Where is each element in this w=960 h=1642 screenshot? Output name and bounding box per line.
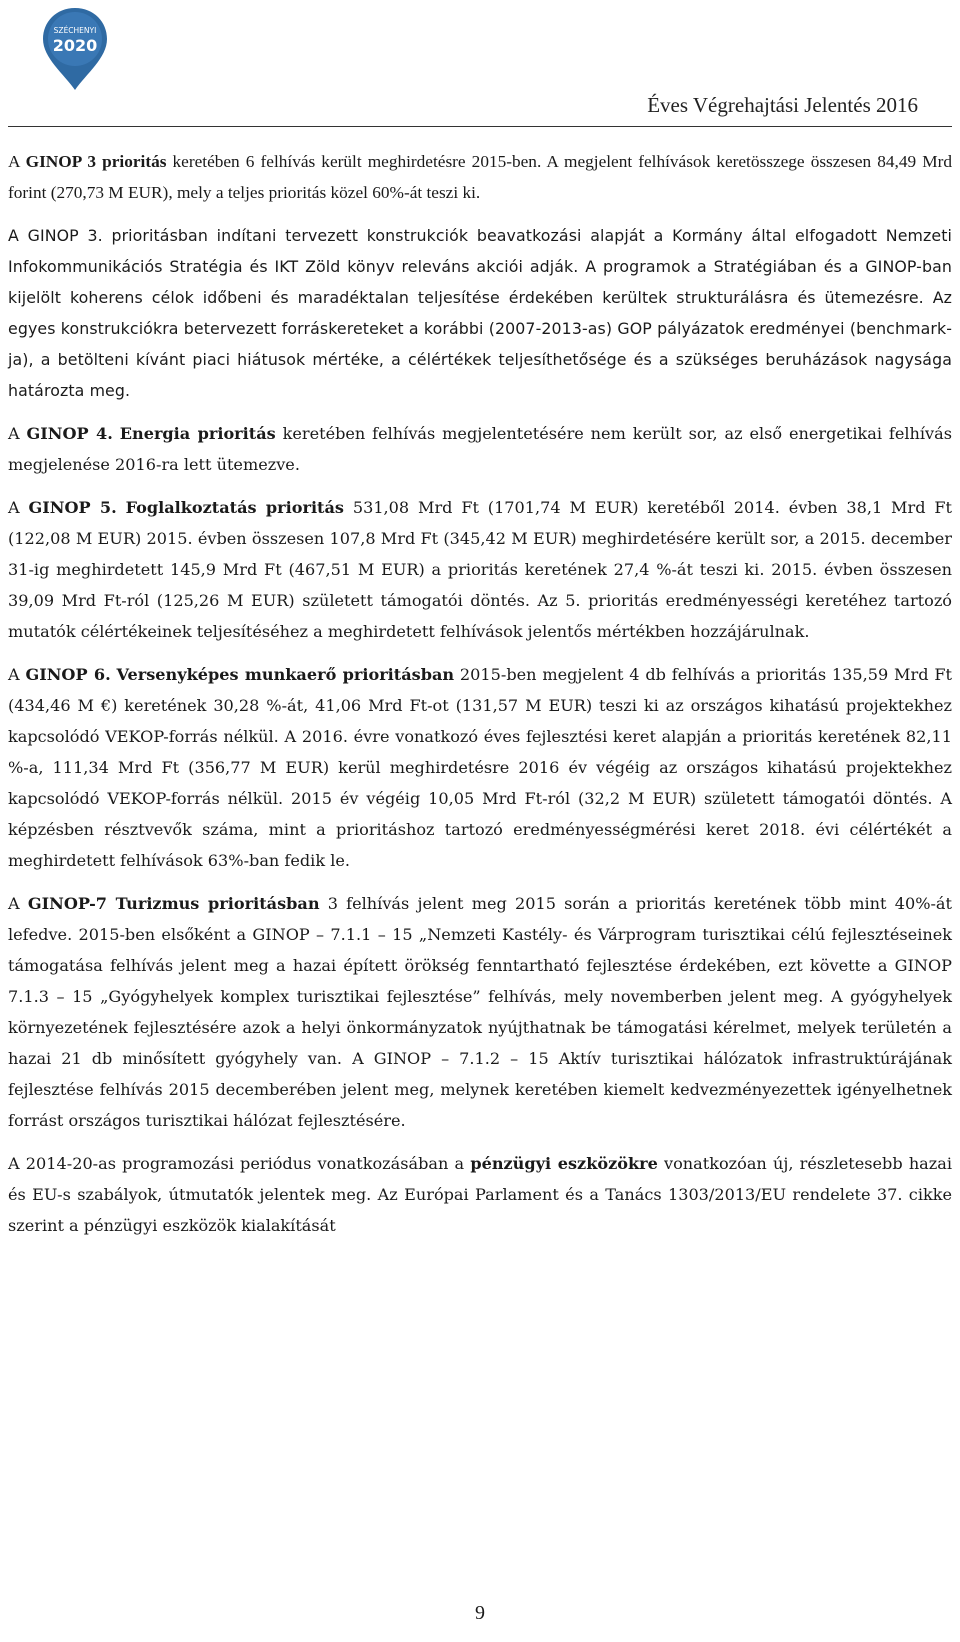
paragraph-ginop7: A GINOP-7 Turizmus prioritásban 3 felhívás jelent meg 2015 során a prioritás keretének több mint 40%-át lefedve. 2015-ben elsőként a GINOP – 7.1.1 – 15 „Nemzeti Kastély- és Várprogram turisztikai célú fejlesztéseinek támogatása felhívás jelent meg a hazai épített örökség fenntartható fejlesztése érdekében, ezt követte a GINOP 7.1.3 – 15 „Gyógyhelyek komplex turisztikai fejlesztése” felhívás, mely novemberben jelent meg. A gyógyhelyek környezetének fejlesztésére azok a helyi önkormányzatok nyújthatnak be támogatási kérelmet, melyek területén a hazai 21 db minősített gyógyhely van. A GINOP – 7.1.2 – 15 Aktív turisztikai hálózatok infrastruktúrájának fejlesztése felhívás 2015 decemberében jelent meg, melynek keretében kiemelt kedvezményezettek igényelhetnek forrást országos turisztikai hálózat fejlesztésére. — [8, 894, 952, 1130]
paragraph-ginop6: A GINOP 6. Versenyképes munkaerő prioritásban 2015-ben megjelent 4 db felhívás a prioritás 135,59 Mrd Ft (434,46 M €) keretének 30,28 %-át, 41,06 Mrd Ft-ot (131,57 M EUR) teszi ki az országos kihatású projektekhez kapcsolódó VEKOP-forrás nélkül. A 2016. évre vonatkozó éves fejlesztési keret alapján a prioritás keretének 82,11 %-a, 111,34 Mrd Ft (356,77 M EUR) kerül meghirdetésre 2016 év végéig az országos kihatású projektekhez kapcsolódó VEKOP-forrás nélkül. 2015 év végéig 10,05 Mrd Ft-ról (32,2 M EUR) született támogatói döntés. A képzésben résztvevők száma, mint a prioritáshoz tartozó eredményességmérési keret 2018. évi célértékét a meghirdetett felhívások 63%-ban fedik le. — [8, 665, 952, 870]
paragraph-financial-instruments: A 2014-20-as programozási periódus vonatkozásában a pénzügyi eszközökre vonatkozóan új, részletesebb hazai és EU-s szabályok, útmutatók jelentek meg. Az Európai Parlament és a Tanács 1303/2013/EU rendelete 37. cikke szerint a pénzügyi eszközök kialakítását — [8, 1154, 953, 1235]
report-title: Éves Végrehajtási Jelentés 2016 — [647, 93, 918, 117]
paragraph-ginop3-strategy: A GINOP 3. prioritásban indítani tervezett konstrukciók beavatkozási alapját a Kormány által elfogadott Nemzeti Infokommunikációs Stratégia és IKT Zöld könyv releváns akciói adják. A programok a Stratégiában és a GINOP-ban kijelölt koherens célok időbeni és maradéktalan teljesítése érdekében kerültek strukturálásra és ütemezésre. Az egyes konstrukciókra betervezett forráskereteket a korábbi (2007-2013-as) GOP pályázatok eredményei (benchmark-ja), a betölteni kívánt piaci hiátusok mértéke, a célértékek teljesíthetősége és a szükséges beruházások nagysága határozta meg. — [8, 226, 952, 400]
header-divider — [8, 126, 952, 127]
document-body — [8, 146, 952, 1253]
paragraph-ginop4: A GINOP 4. Energia prioritás keretében felhívás megjelentetésére nem került sor, az első energetikai felhívás megjelenése 2016-ra lett ütemezve. — [8, 424, 952, 474]
paragraph-ginop5: A GINOP 5. Foglalkoztatás prioritás 531,08 Mrd Ft (1701,74 M EUR) keretéből 2014. évben 38,1 Mrd Ft (122,08 M EUR) 2015. évben összesen 107,8 Mrd Ft (345,42 M EUR) meghirdetésére került sor, a 2015. december 31-ig meghirdetett 145,9 Mrd Ft (467,51 M EUR) a prioritás keretének 27,4 %-át teszi ki. 2015. évben összesen 39,09 Mrd Ft-ról (125,26 M EUR) született támogatói döntés. Az 5. prioritás eredményességi keretéhez tartozó mutatók célértékeinek teljesítéséhez a meghirdetett felhívások jelentős mértékben hozzájárulnak. — [8, 498, 952, 641]
page-number: 9 — [475, 1602, 485, 1624]
logo-line1: SZÉCHENYI — [53, 26, 97, 35]
logo-line2: 2020 — [52, 36, 98, 55]
szechenyi-2020-logo — [40, 6, 110, 92]
szechenyi-2020-pin-icon — [40, 6, 110, 92]
paragraph-ginop3-calls: A GINOP 3 prioritás keretében 6 felhívás került meghirdetésre 2015-ben. A megjelent felhívások keretösszege összesen 84,49 Mrd forint (270,73 M EUR), mely a teljes prioritás közel 60%-át teszi ki. — [8, 152, 952, 202]
